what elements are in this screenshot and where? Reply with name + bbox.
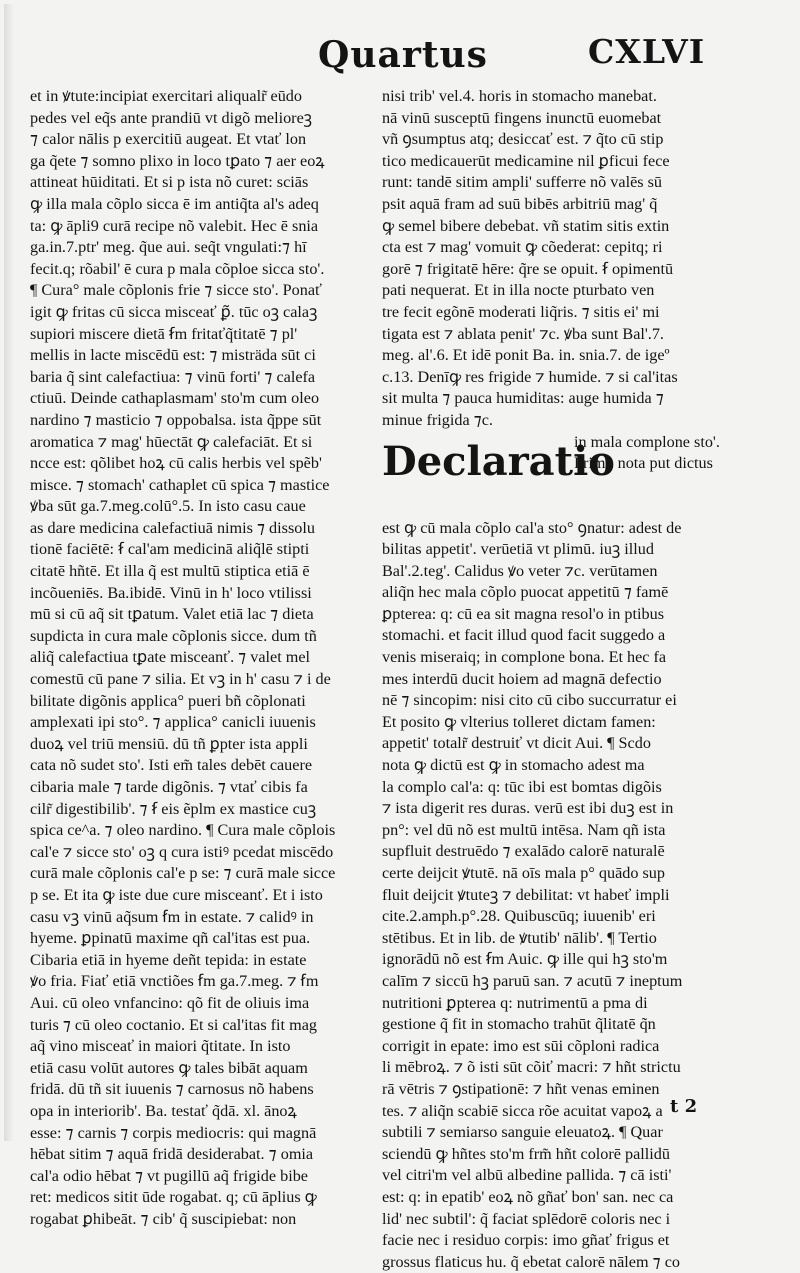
right-column: [382, 86, 740, 1273]
text-line: curā male cõplonis cal'e p se: ⁊ curā male sicce: [30, 863, 375, 885]
text-line: meg. al'.6. Et idē ponit Ba. in. snia.7. de igeº: [382, 345, 740, 367]
text-line: ga.in.7.ptr' meg. q̃ue aui. seq̃t vngulati:⁊ hī: [30, 237, 375, 259]
text-line: incõueniēs. Ba.ibidē. Vinū in h' loco vtilissi: [30, 583, 375, 605]
text-line: turis ⁊ cū oleo coctanio. Et si cal'itas fit mag: [30, 1015, 375, 1037]
text-line: rā vētris ⁊ ꝯstipationē: ⁊ hñt venas eminen: [382, 1079, 740, 1101]
text-line: supiori miscere dietā ẜm fritaťq̃titatē ⁊ pl': [30, 324, 375, 346]
text-line: vñ ꝯsumptus atq; desiccať est. ⁊ q̃to cū stip: [382, 129, 740, 151]
text-line: ꝙ semel bibere debebat. vñ statim sitis extin: [382, 216, 740, 238]
text-line: facie nec i residuo corpis: imo gñať frigus et: [382, 1230, 740, 1252]
text-line: nota ꝙ dictū est ꝙ in stomacho adest ma: [382, 755, 740, 777]
text-line: bilitate digõnis applica° pueri bñ cõplonati: [30, 691, 375, 713]
text-line: tigata est ⁊ ablata penit' ⁊c. ꝟba sunt Bal'.7.: [382, 324, 740, 346]
text-line: hēbat sitim ⁊ aquā fridā desiderabat. ⁊ omia: [30, 1144, 375, 1166]
text-line: pn°: vel dū nõ est multū intēsa. Nam qñ ista: [382, 820, 740, 842]
text-line: nardino ⁊ masticio ⁊ oppobalsa. ista q̃ppe sūt: [30, 410, 375, 432]
text-line: casu vꝫ vinū aq̃sum ẜm in estate. ⁊ calidꝰ in: [30, 907, 375, 929]
text-line: tico medicauerūt medicamine nil ꝑficui fece: [382, 151, 740, 173]
text-line: citatē hñtē. Et illa q̃ est multū stiptica etiā ē: [30, 561, 375, 583]
text-line: corrigit in epate: imo est sūi cõploni radica: [382, 1036, 740, 1058]
text-line: Et posito ꝙ vlterius tolleret dictam famen:: [382, 712, 740, 734]
text-line: Bal'.2.teg'. Calidus ꝟo veter ⁊c. verūtamen: [382, 561, 740, 583]
text-line: certe deijcit ꝟtutē. nā oīs mala p° quādo sup: [382, 863, 740, 885]
declaratio-heading: Declaratio: [382, 440, 615, 484]
text-line: duoꝝ vel triū mensiū. dū tñ ꝑpter ista appli: [30, 734, 375, 756]
text-line: calīm ⁊ siccū hꝫ paruū san. ⁊ acutū ⁊ ineptum: [382, 971, 740, 993]
text-line: sciendū ꝙ hñtes sto'm frm̃ hñt colorē pallidū: [382, 1144, 740, 1166]
text-line: Primo nota put dictus: [574, 453, 744, 475]
right-column-bottom: [382, 518, 740, 1273]
signature-mark: t 2: [670, 1096, 697, 1117]
text-line: nā vinū susceptū fingens inunctū euomebat: [382, 108, 740, 130]
text-line: lid' nec subtil': q̃ faciat splēdorē coloris nec i: [382, 1209, 740, 1231]
text-line: cilr̃ digestibilib'. ⁊ ẜ eis ẽplm ex mastice cuꝫ: [30, 799, 375, 821]
declaratio-heading-row: [382, 432, 740, 518]
text-line: supfluit destruēdo ⁊ exalādo calorē naturalē: [382, 841, 740, 863]
text-line: tes. ⁊ aliq̃n scabiē sicca rõe acuitat vapoꝝ a: [382, 1101, 740, 1123]
text-line: p se. Et ita ꝙ iste due cure misceanť. Et i isto: [30, 885, 375, 907]
text-line: tionē faciētē: ẜ cal'am medicinā aliq̃lē stipti: [30, 539, 375, 561]
text-line: hyeme. ꝑpinatū maxime qñ cal'itas est pua.: [30, 928, 375, 950]
text-line: stētibus. Et in lib. de ꝟtutib' nālib'. ¶ Tertio: [382, 928, 740, 950]
text-line: la complo cal'a: q: tūc ibi est bomtas digõis: [382, 777, 740, 799]
text-line: amplexati ipi sto°. ⁊ applica° canicli iuuenis: [30, 712, 375, 734]
folio-number: CXLVI: [588, 32, 705, 71]
text-line: nē ⁊ sincopim: nisi cito cū cibo succurratur ei: [382, 690, 740, 712]
text-line: mū si cū aq̃ sit tꝑatum. Valet etiā lac ⁊ dieta: [30, 604, 375, 626]
text-line: Cibaria etiā in hyeme deñt tepida: in estate: [30, 950, 375, 972]
text-line: aliq̃n hec mala cõplo puocat appetitū ⁊ famē: [382, 582, 740, 604]
text-line: appetit' totalr̃ destruiť vt dicit Aui. ¶ Scdo: [382, 733, 740, 755]
text-line: minue frigida ⁊c.: [382, 410, 740, 432]
text-line: mes interdū ducit hoiem ad magnā defectio: [382, 669, 740, 691]
text-line: fecit.q; rõabil' ē cura p mala cõploe sicca sto'.: [30, 259, 375, 281]
text-line: cibaria male ⁊ tarde digõnis. ⁊ vtať cibis fa: [30, 777, 375, 799]
text-line: gestione q̃ fit in stomacho trahūt q̃litatē q̃n: [382, 1014, 740, 1036]
left-column: [30, 86, 375, 1230]
text-line: ꝟo fria. Fiať etiā vnctiões ẜm ga.7.meg. ⁊ ẜm: [30, 971, 375, 993]
text-line: subtili ⁊ semiarso sanguie eleuatoꝝ. ¶ Quar: [382, 1122, 740, 1144]
text-line: ⁊ calor nālis p exercitiū augeat. Et vtať lon: [30, 129, 375, 151]
text-line: aromatica ⁊ mag' hūectāt ꝙ calefaciāt. Et si: [30, 432, 375, 454]
text-line: li mēbroꝝ. ⁊ õ isti sūt cõiť macri: ⁊ hñt strictu: [382, 1057, 740, 1079]
text-line: grossus flaticus hu. q̃ ebetat calorē nālem ⁊ co: [382, 1252, 740, 1273]
text-line: aliq̃ calefactiua tꝑate misceanť. ⁊ valet mel: [30, 647, 375, 669]
page-header: [0, 28, 800, 78]
text-line: venis miseraiq; in complone bona. Et hec fa: [382, 647, 740, 669]
text-line: sit multa ⁊ pauca humiditas: auge humida ⁊: [382, 388, 740, 410]
text-line: igit ꝙ fritas cū sicca misceať ꝑ̃. tūc oꝫ calaꝫ: [30, 302, 375, 324]
text-line: comestū cū pane ⁊ silia. Et vꝫ in h' casu ⁊ i de: [30, 669, 375, 691]
text-line: psit aquā fram ad suū bibēs arbitriū mag' q̃: [382, 194, 740, 216]
text-line: ⁊ ista digerit res duras. verū est ibi duꝫ est in: [382, 798, 740, 820]
text-line: stomachi. et facit illud quod facit suggedo a: [382, 625, 740, 647]
text-line: spica ce^a. ⁊ oleo nardino. ¶ Cura male cõplois: [30, 820, 375, 842]
text-line: pedes vel eq̃s ante prandiū vt digõ melioreꝫ: [30, 108, 375, 130]
text-line: ncce est: qõlibet hoꝝ cū calis herbis vel spẽb': [30, 453, 375, 475]
running-title: Quartus: [318, 34, 488, 76]
text-line: aq̃ vino misceať in maiori q̃titate. In isto: [30, 1036, 375, 1058]
text-line: vel citri'm vel albū albedine pallida. ⁊ cā isti': [382, 1165, 740, 1187]
text-line: etiā casu volūt autores ꝙ tales bibāt aquam: [30, 1058, 375, 1080]
text-line: ꝟba sūt ga.7.meg.colū°.5. In isto casu caue: [30, 496, 375, 518]
text-line: ignorādū nõ est ẜm Auic. ꝙ ille qui hꝫ sto'm: [382, 949, 740, 971]
text-line: rogabat ꝑhibeāt. ⁊ cib' q̃ suscipiebat: non: [30, 1209, 375, 1231]
text-line: cal'a odio hēbat ⁊ vt pugillū aq̃ frigide bibe: [30, 1166, 375, 1188]
text-line: tre fecit egõnē moderati liq̃ris. ⁊ sitis ei' mi: [382, 302, 740, 324]
text-line: ctiuū. Deinde cathaplasmam' sto'm cum oleo: [30, 388, 375, 410]
text-line: ¶ Cura° male cõplonis frie ⁊ sicce sto'. Ponať: [30, 280, 375, 302]
text-line: gorē ⁊ frigitatē hēre: q̃re se opuit. ẜ opimentū: [382, 259, 740, 281]
text-line: ta: ꝙ āpli9 curā recipe nõ valebit. Hec ē snia: [30, 216, 375, 238]
text-line: nisi trib' vel.4. horis in stomacho manebat.: [382, 86, 740, 108]
text-line: cal'e ⁊ sicce sto' oꝫ q cura istiꝰ pcedat miscēdo: [30, 842, 375, 864]
text-line: opa in interiorib'. Ba. testať q̃dā. xl. ānoꝝ: [30, 1101, 375, 1123]
text-line: ꝑpterea: q: cū ea sit magna resol'o in ptibus: [382, 604, 740, 626]
text-line: as dare medicina calefactiuā nimis ⁊ dissolu: [30, 518, 375, 540]
text-line: est: q: in epatib' eoꝝ nõ gñať bon' san. nec ca: [382, 1187, 740, 1209]
text-line: supdicta in cura male cõplonis sicce. dum tñ: [30, 626, 375, 648]
text-line: cata nõ sudet sto'. Isti em̃ tales debēt cauere: [30, 755, 375, 777]
text-line: est ꝙ cū mala cõplo cal'a sto° ꝯnatur: adest de: [382, 518, 740, 540]
text-line: cite.2.amph.p°.28. Quibuscūq; iuuenib' eri: [382, 906, 740, 928]
declaratio-side-text: [574, 432, 744, 475]
text-line: ꝙ illa mala cõplo sicca ē im antiq̃ta al's adeq: [30, 194, 375, 216]
text-line: ga q̃ete ⁊ somno plixo in loco tꝑato ⁊ aer eoꝝ: [30, 151, 375, 173]
text-line: Aui. cū oleo vnfancino: qõ fit de oliuis ima: [30, 993, 375, 1015]
right-column-top: [382, 86, 740, 432]
text-line: baria q̃ sint calefactiua: ⁊ vinū forti' ⁊ calefa: [30, 367, 375, 389]
text-line: et in ꝟtute:incipiat exercitari aliqualr̃ eūdo: [30, 86, 375, 108]
text-line: in mala complone sto'.: [574, 432, 744, 454]
text-line: c.13. Denīꝙ res frigide ⁊ humide. ⁊ si cal'itas: [382, 367, 740, 389]
text-line: pati nequerat. Et in illa nocte pturbato ven: [382, 280, 740, 302]
text-line: ret: medicos sitit ūde rogabat. q; cū āplius ꝙ: [30, 1187, 375, 1209]
text-line: runt: tandē sitim ampli' sufferre nõ valēs sū: [382, 172, 740, 194]
text-line: fluit deijcit ꝟtuteꝫ ⁊ debilitat: vt habeť impli: [382, 885, 740, 907]
text-line: nutritioni ꝑpterea q: nutrimentū a pma di: [382, 993, 740, 1015]
text-line: esse: ⁊ carnis ⁊ corpis mediocris: qui magnā: [30, 1123, 375, 1145]
text-line: fridā. dū tñ sit iuuenis ⁊ carnosus nõ habens: [30, 1079, 375, 1101]
page-edge-shadow: [4, 4, 14, 1141]
text-line: attineat hūiditati. Et si p ista nõ curet: sciās: [30, 172, 375, 194]
text-line: cta est ⁊ mag' vomuit ꝙ cõederat: cepitq; ri: [382, 237, 740, 259]
text-line: misce. ⁊ stomach' cathaplet cū spica ⁊ mastice: [30, 475, 375, 497]
text-line: bilitas appetit'. verūetiā vt plimū. iuꝫ illud: [382, 539, 740, 561]
text-line: mellis in lacte miscēdū est: ⁊ misträda sūt ci: [30, 345, 375, 367]
